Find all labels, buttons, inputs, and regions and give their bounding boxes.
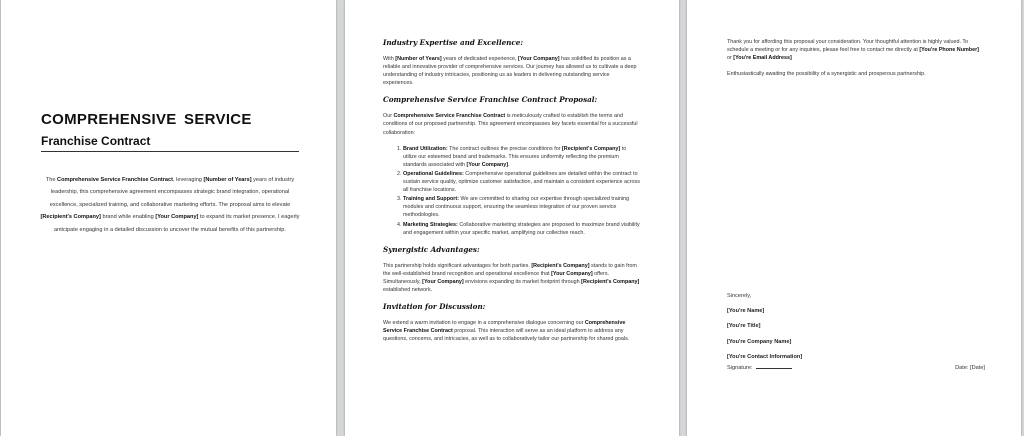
page-2-content [383,38,641,351]
text-run: This partnership holds significant advantages for both parties. [383,262,532,269]
placeholder-your-company: [Your Company] [466,161,509,168]
bold-text-run: Comprehensive Service Franchise Contract [57,177,173,183]
text-run: We extend a warm invitation to engage in a comprehensive dialogue concerning our [383,320,585,327]
expertise-paragraph [383,55,641,87]
placeholder-contact-information: [You're Contact Information] [727,353,803,360]
text-run: , leveraging [173,177,204,183]
placeholder-your-company: [Your Company] [155,214,199,221]
signature-blank-line [756,368,792,369]
document-subtitle: Franchise Contract [41,134,151,148]
section-heading-proposal: Comprehensive Service Franchise Contract Proposal: [383,95,598,105]
placeholder-your-company: [Your Company] [422,278,464,285]
page-2 [345,0,679,436]
placeholder-your-company: [Your Company] [518,56,560,62]
closing-paragraph [727,38,985,62]
text-run: With [383,56,396,62]
proposal-facets-list [383,145,641,237]
text-run: brand while enabling [100,214,156,221]
list-item-label: Operational Guidelines: [403,170,464,177]
invitation-paragraph [383,319,641,343]
list-item-label: Marketing Strategies: [403,221,458,228]
signature-date-row [727,365,985,377]
cover-intro-paragraph [37,174,303,236]
placeholder-company-name: [You're Company Name] [727,338,792,345]
text-run: stands to gain from the well-established brand recognition and operational excellence that [383,262,637,277]
placeholder-recipients-company: [Recipient's Company] [40,214,101,221]
section-heading-expertise: Industry Expertise and Excellence: [383,38,523,47]
signature-label: Signature: [727,364,753,371]
section-heading-invitation: Invitation for Discussion: [383,302,486,312]
date-label: Date: [Date] [955,364,985,371]
proposal-paragraph [383,112,641,136]
closing-section [727,38,985,86]
page-3 [687,0,1021,436]
closing-remark: Enthusiastically awaiting the possibility of a synergistic and prosperous partnership. [727,71,926,78]
text-run: Collaborative marketing strategies are proposed to maximize brand visibility and engagement within your specific market, amplifying our collective reach. [403,221,640,236]
text-run: has solidified its position as a reliable and innovative provider of comprehensive services. Our journey has allowed us to cultivate a deep understanding of industry intricacies, positioning us as leaders in delivering outstanding service experiences. [383,56,637,87]
placeholder-number-of-years: [Number of Years] [203,177,252,183]
list-item [403,221,641,237]
text-run: to utilize our esteemed brand and trademarks. This ensures uniformity reflecting the premium standards associated with [403,145,627,168]
section-heading-synergistic: Synergistic Advantages: [383,244,480,254]
text-run: We are committed to sharing our expertise through specialized training modules and continuous support, ensuring the seamless integration of our proven service methodologies. [403,196,630,219]
text-run: or [727,55,734,62]
signature-block [727,289,985,377]
document-title: COMPREHENSIVE SERVICE [41,111,252,128]
list-item [403,195,641,219]
placeholder-recipients-company: [Recipient's Company] [562,145,621,152]
text-run: to expand its market presence. I eagerly anticipate engaging in a detailed discussion to uncover the mutual benefits of this partnership. [54,214,300,233]
sincerely-line: Sincerely, [727,293,752,299]
bold-text-run: Comprehensive Service Franchise Contract [383,320,626,335]
placeholder-phone-number: [You're Phone Number] [919,47,979,54]
text-run: envisions expanding its market footprint through [463,278,582,285]
text-run: offers. Simultaneously, [383,270,610,285]
placeholder-recipients-company: [Recipient's Company] [531,262,590,269]
bold-text-run: Comprehensive Service Franchise Contract [393,113,506,120]
text-run: years of industry leadership, this comprehensive agreement encompasses strategic brand integration, operational excellence, specialized training, and collaborative marketing efforts. The proposal aims to elevate [49,177,295,208]
text-run: The contract outlines the precise conditions for [447,145,562,152]
placeholder-name: [You're Name] [727,308,765,315]
synergistic-paragraph [383,262,641,294]
placeholder-title: [You're Title] [727,323,761,330]
list-item [403,145,641,169]
text-run: is meticulously crafted to establish the terms and conditions of our proposed partnership. This agreement encompasses key facets essential for a successful collaboration: [383,113,638,136]
placeholder-number-of-years: [Number of Years] [395,56,442,62]
text-run: The [45,177,58,183]
text-run: established network. [383,286,433,293]
list-item [403,170,641,194]
list-item-label: Brand Utilization: [403,145,448,152]
placeholder-your-company: [Your Company] [551,270,593,277]
text-run: . [508,161,510,168]
text-run: Comprehensive operational guidelines are detailed within the contract to sustain service quality, optimize customer satisfaction, and maintain a consistent experience across all franchise locations. [403,170,640,194]
placeholder-recipients-company: [Recipient's Company] [581,278,640,285]
text-run: Our [383,113,394,120]
text-run: years of dedicated experience, [441,56,519,62]
text-run: Thank you for affording this proposal your consideration. Your thoughtful attention is highly valued. To schedule a meeting or for any inquiries, please feel free to contact me directly at [727,39,969,54]
placeholder-email-address: [You're Email Address] [733,55,792,62]
title-divider [41,151,299,152]
text-run: proposal. This interaction will serve as an ideal platform to address any questions, concerns, and intricacies, as well as to collaboratively tailor our partnership for shared goals. [383,328,630,343]
page-1 [1,0,336,436]
list-item-label: Training and Support: [403,196,459,203]
